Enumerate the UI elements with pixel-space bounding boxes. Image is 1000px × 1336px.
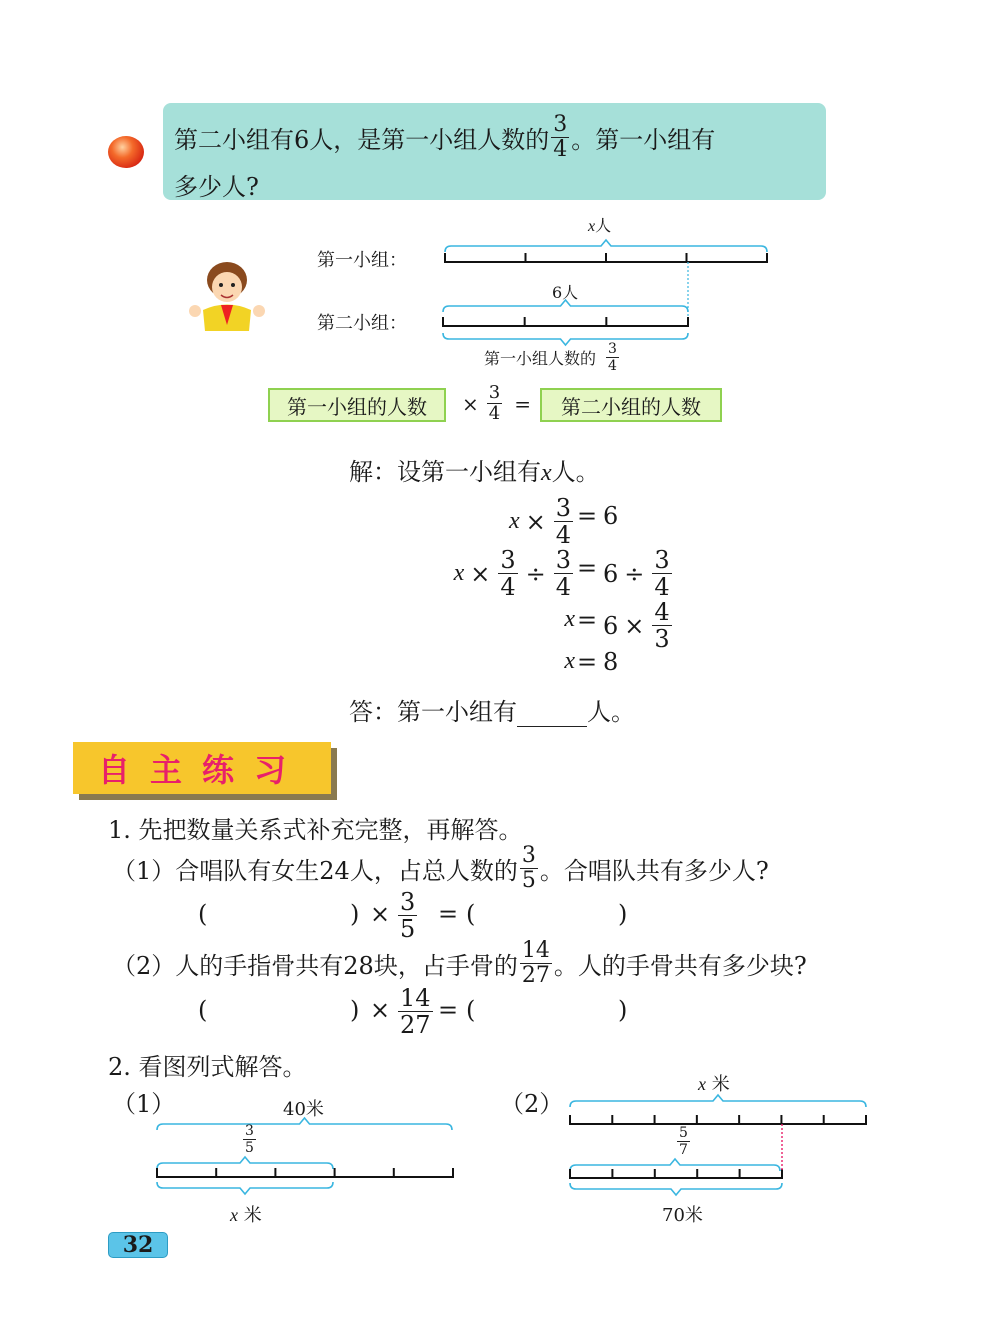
practice-banner: 自主练习	[73, 742, 331, 794]
q1-sub2: （2） 人的手指骨共有28块，占手骨的 $\frac{14}{27}$ 。人的手骨共有多少块?	[112, 938, 807, 988]
problem-text-after: 。第一小组有	[571, 126, 716, 154]
solution-intro: 解：设第一小组有x人。	[349, 458, 600, 486]
blank-input[interactable]	[480, 990, 615, 1024]
q1-blank-row-2: ( ) × $\frac{14}{27}$ = ( )	[198, 984, 628, 1039]
q1-title: 1. 先把数量关系式补充完整，再解答。	[108, 816, 523, 844]
group2-label: 第二小组：	[317, 313, 407, 334]
textbook-page: 第二小组有6人，是第一小组人数的 $\frac{3}{4}$ 。第一小组有 多少人? 第一小组： 第二小组： x人 6人 第一小组人数的 $\frac{3}{4}$ 第一小组的人数 × $\frac{3}{4}$ = 第二小组的人数 解：设第一小组有x人。 x × $\frac{3}{4}$ = 6 x × $\frac{3}{4}$ ÷ $\frac{3}{4}$ = 6 ÷ $\frac{3}{4}$ x = 6 × $\frac{4}{3}$ x = 8 答：第一小组有 人。 自主练习 1. 先把数量关系式补充完整，再解答。 （1） 合唱队有女生24人，占总人数的 $\frac{3}{5}$ 。合唱队共有多少人? ( ) × $\frac{3}{5}$ = ( ) （2） 人的手指骨共有28块，占手骨的 $\frac{14}{27}$ 。人的手骨共有多少块? ( ) × $\frac{14}{27}$ = ( ) 2. 看图列式解答。 （1） （2） 40米 $\frac{3}{5}$ x 米 x 米 $\frac{5}{7}$ 70米 32	[0, 0, 1000, 1336]
diagram-caption: 第一小组人数的 $\frac{3}{4}$	[484, 341, 617, 374]
d2-bottom-label: 70米	[662, 1205, 703, 1226]
brace	[157, 1182, 333, 1194]
brace	[570, 1159, 780, 1171]
d1-fraction: $\frac{3}{5}$	[245, 1123, 254, 1156]
d2-fraction: $\frac{5}{7}$	[679, 1125, 688, 1158]
answer-line: 答：第一小组有 人。	[349, 698, 635, 726]
blank-input[interactable]	[212, 894, 347, 928]
q2-d2-label: （2）	[500, 1090, 564, 1118]
relation-op: × $\frac{3}{4}$ =	[462, 382, 531, 424]
relation-left-box: 第一小组的人数	[268, 388, 446, 422]
d2-top-label: x 米	[698, 1074, 730, 1095]
blank-input[interactable]	[212, 990, 347, 1024]
q2-d1-label: （1）	[112, 1090, 176, 1118]
problem-line2: 多少人?	[174, 173, 259, 201]
problem-text: 第二小组有6人，是第一小组人数的	[174, 126, 550, 154]
total-label: x人	[588, 216, 612, 235]
brace	[570, 1095, 866, 1107]
d1-bottom-label: x 米	[230, 1205, 262, 1226]
q2-segment-diagrams	[0, 1060, 1000, 1240]
q1-blank-row-1: ( ) × $\frac{3}{5}$ = ( )	[198, 888, 628, 943]
page-number: 32	[108, 1232, 168, 1258]
q1-sub1: （1） 合唱队有女生24人，占总人数的 $\frac{3}{5}$ 。合唱队共有多少人?	[112, 843, 769, 893]
d1-total-label: 40米	[283, 1099, 324, 1120]
brace	[570, 1183, 782, 1195]
group1-label: 第一小组：	[317, 250, 407, 271]
answer-blank[interactable]	[517, 700, 587, 727]
brace	[445, 240, 767, 252]
part-label: 6人	[552, 283, 579, 302]
relation-right-box: 第二小组的人数	[540, 388, 722, 422]
blank-input[interactable]	[480, 894, 615, 928]
problem-fraction: $\frac{3}{4}$	[553, 112, 568, 162]
q2-title: 2. 看图列式解答。	[108, 1053, 307, 1081]
brace	[157, 1157, 333, 1169]
